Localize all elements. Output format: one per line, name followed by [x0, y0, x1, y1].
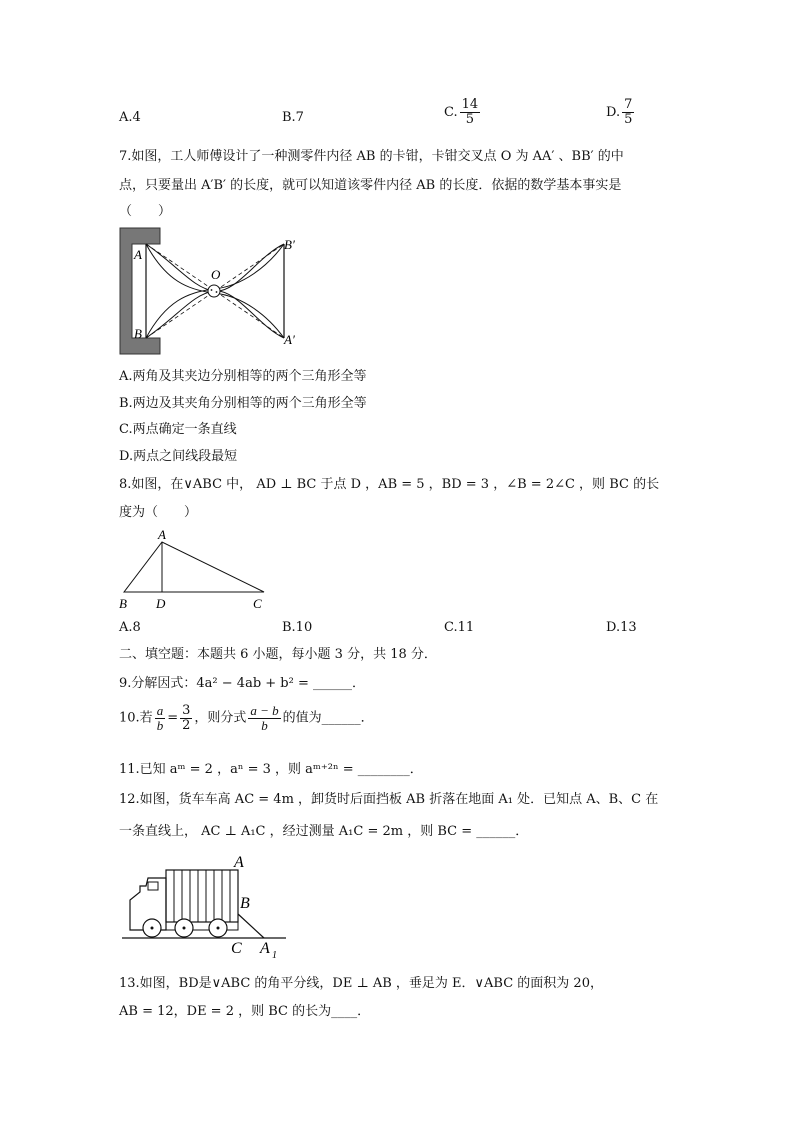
- q12-truck-figure: [118, 852, 288, 962]
- q6-option-c-label: C.: [444, 105, 458, 120]
- q6-option-d-label: D.: [606, 105, 621, 120]
- q13-line-1: 13.如图，BD是∨ABC 的角平分线，DE ⊥ AB ，垂足为 E．∨ABC 的面积为 20，: [119, 976, 603, 991]
- q7-option-a: A.两角及其夹边分别相等的两个三角形全等: [119, 369, 367, 384]
- q12-line-2: 一条直线上， AC ⊥ A₁C ，经过测量 A₁C = 2m ，则 BC = ______．: [119, 824, 529, 839]
- q6-c-denominator: 5: [465, 112, 475, 127]
- label-c: C: [231, 940, 242, 957]
- label-b: B: [240, 895, 250, 912]
- label-a-prime: A′: [284, 332, 295, 347]
- q10-equals: =: [167, 710, 179, 726]
- q11-text: 11.已知 aᵐ = 2 ，aⁿ = 3 ，则 aᵐ⁺²ⁿ = ________．: [119, 762, 423, 777]
- q6-option-d: [606, 98, 636, 127]
- q6-option-b: B.7: [282, 110, 304, 125]
- label-o: O: [211, 267, 221, 282]
- q10-f3-numerator: a − b: [250, 703, 279, 718]
- q13-line-2: AB = 12，DE = 2 ，则 BC 的长为____．: [119, 1004, 371, 1019]
- section-2-heading: 二、填空题：本题共 6 小题，每小题 3 分，共 18 分．: [119, 647, 437, 662]
- q6-option-c-fraction: [460, 98, 481, 127]
- q6-d-denominator: 5: [624, 112, 633, 127]
- q7-caliper-figure: [118, 226, 308, 358]
- q6-option-d-fraction: [622, 98, 634, 127]
- q10-text: [119, 704, 374, 733]
- label-a1-subscript: 1: [272, 950, 277, 961]
- q8-line-1: 8.如图，在∨ABC 中， AD ⊥ BC 于点 D ，AB = 5 ，BD = 3 ，∠B = 2∠C ，则 BC 的长: [119, 477, 660, 492]
- label-a: A: [234, 854, 244, 871]
- q10-fraction-a-over-b: [155, 704, 166, 733]
- q6-c-numerator: 14: [461, 97, 479, 112]
- q6-option-c: [444, 98, 482, 127]
- q8-triangle-figure: [116, 528, 276, 614]
- q10-mid: ，则分式: [194, 710, 247, 726]
- q6-d-numerator: 7: [624, 97, 633, 112]
- label-d: D: [156, 596, 166, 611]
- q10-f2-denominator: 2: [182, 718, 191, 733]
- q10-fraction-expression: [248, 704, 280, 733]
- q7-line-3: （ ）: [119, 204, 172, 219]
- q8-option-c: C.11: [444, 620, 475, 635]
- q10-fraction-3-over-2: [180, 704, 192, 733]
- label-a: A: [134, 247, 142, 262]
- q8-option-b: B.10: [282, 620, 313, 635]
- q10-suffix: 的值为______．: [282, 710, 374, 726]
- q10-f1-numerator: a: [156, 703, 164, 718]
- q10-f1-denominator: b: [156, 718, 164, 733]
- label-a1: A: [260, 940, 270, 957]
- label-b: B: [119, 596, 127, 611]
- q8-line-2: 度为（ ）: [119, 505, 198, 520]
- label-a: A: [158, 528, 166, 542]
- q7-line-1: 7.如图，工人师傅设计了一种测零件内径 AB 的卡钳，卡钳交叉点 O 为 AA′ 、BB′ 的中: [119, 149, 624, 164]
- q8-option-d: D.13: [606, 620, 637, 635]
- q10-prefix: 10.若: [119, 710, 153, 726]
- truck-cargo-box: [166, 870, 238, 922]
- label-c: C: [253, 596, 262, 611]
- q10-f2-numerator: 3: [182, 703, 191, 718]
- q10-f3-denominator: b: [261, 718, 268, 733]
- pivot-o: [208, 285, 220, 297]
- q7-option-c: C.两点确定一条直线: [119, 422, 237, 437]
- q7-option-d: D.两点之间线段最短: [119, 449, 238, 464]
- q6-option-a: A.4: [119, 110, 141, 125]
- tailgate-ab: [238, 914, 264, 938]
- label-b: B: [134, 326, 142, 341]
- q7-line-2: 点，只要量出 A′B′ 的长度，就可以知道该零件内径 AB 的长度．依据的数学基本事实是: [119, 178, 622, 193]
- q12-line-1: 12.如图，货车车高 AC = 4m ，卸货时后面挡板 AB 折落在地面 A₁ 处．已知点 A、B、C 在: [119, 792, 659, 807]
- label-b-prime: B′: [284, 237, 295, 252]
- q9-text: 9.分解因式：4a² − 4ab + b² = ______．: [119, 676, 365, 691]
- q8-option-a: A.8: [119, 620, 141, 635]
- q7-option-b: B.两边及其夹角分别相等的两个三角形全等: [119, 396, 367, 411]
